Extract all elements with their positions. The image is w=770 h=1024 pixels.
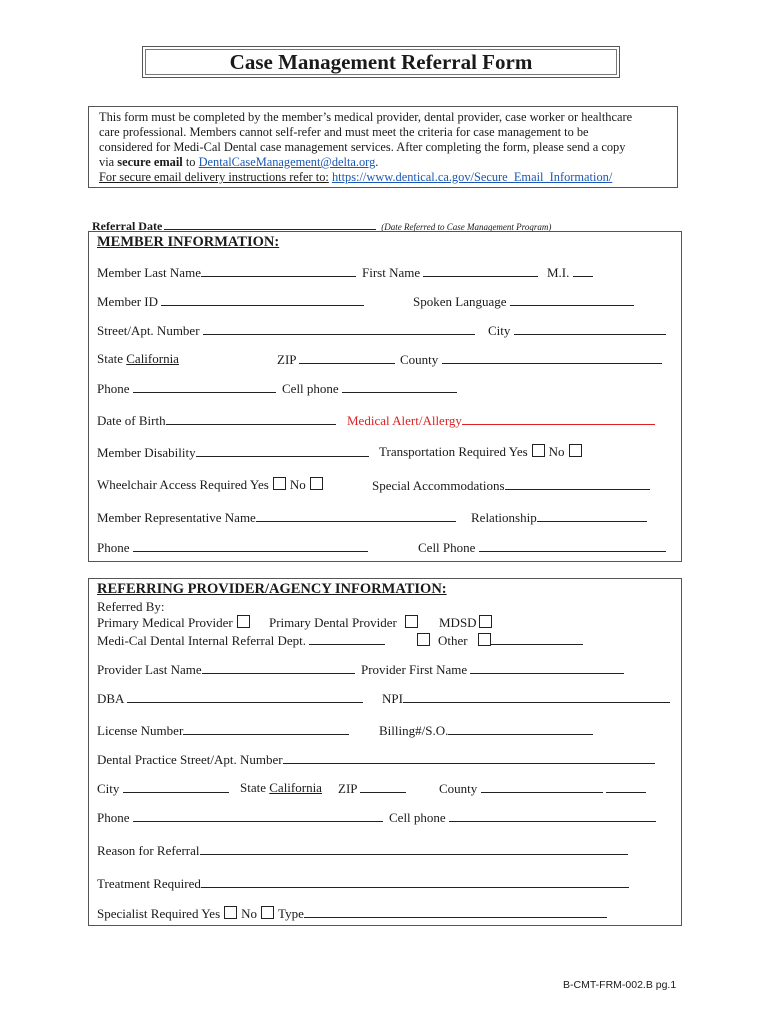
internal-referral-input[interactable]	[309, 632, 385, 645]
member-id-row	[97, 293, 673, 309]
treatment-required-label: Treatment Required	[97, 876, 201, 891]
practice-city-row	[97, 780, 673, 796]
member-phone-row	[97, 380, 673, 396]
referred-by-options-row	[97, 615, 673, 631]
member-first-name-label: First Name	[362, 265, 421, 280]
member-disability-row	[97, 444, 673, 460]
npi-label: NPI	[382, 691, 403, 706]
specialist-no-label: No	[241, 906, 258, 921]
spoken-language-label: Spoken Language	[413, 294, 507, 309]
other-input[interactable]	[491, 632, 583, 645]
member-wheelchair-row	[97, 477, 673, 493]
instructions-line: considered for Medi-Cal Dental case management services. After completing the form, please send a copy	[99, 140, 626, 154]
provider-license-row	[97, 722, 673, 738]
reason-for-referral-label: Reason for Referral	[97, 843, 200, 858]
practice-street-row	[97, 751, 673, 767]
mdsd-checkbox[interactable]	[479, 615, 492, 628]
wheelchair-access-label: Wheelchair Access Required Yes	[97, 477, 269, 492]
member-mi-input[interactable]	[573, 264, 593, 277]
member-last-name-label: Member Last Name	[97, 265, 201, 280]
npi-input[interactable]	[403, 690, 670, 703]
practice-street-label: Dental Practice Street/Apt. Number	[97, 752, 283, 767]
member-county-label: County	[400, 352, 439, 367]
member-dob-row	[97, 412, 673, 428]
provider-first-name-input[interactable]	[470, 661, 624, 674]
instructions-text: to	[185, 155, 196, 169]
instructions-text: .	[375, 155, 379, 169]
practice-county-input[interactable]	[481, 780, 603, 793]
member-street-label: Street/Apt. Number	[97, 323, 200, 338]
member-id-input[interactable]	[161, 293, 364, 306]
member-last-name-input[interactable]	[201, 264, 356, 277]
member-state-label: State	[97, 351, 123, 366]
secure-email-url-link[interactable]: https://www.dentical.ca.gov/Secure_Email_Information/	[331, 170, 613, 184]
representative-cell-phone-input[interactable]	[479, 539, 666, 552]
provider-phone-row	[97, 809, 673, 825]
primary-medical-checkbox[interactable]	[237, 615, 250, 628]
dba-label: DBA	[97, 691, 124, 706]
billing-label: Billing#/S.O.	[379, 723, 449, 738]
member-county-input[interactable]	[442, 351, 662, 364]
member-state-value[interactable]: California	[126, 351, 179, 366]
specialist-type-label: Type	[278, 906, 304, 921]
specialist-row	[97, 905, 673, 921]
treatment-required-input[interactable]	[201, 875, 629, 888]
provider-last-name-label: Provider Last Name	[97, 662, 202, 677]
relationship-label: Relationship	[471, 510, 537, 525]
wheelchair-no-checkbox[interactable]	[310, 477, 323, 490]
practice-city-input[interactable]	[123, 780, 229, 793]
instructions-line: care professional. Members cannot self-refer and must meet the criteria for case management to be	[99, 125, 589, 139]
member-cell-phone-input[interactable]	[342, 380, 457, 393]
instructions-line	[99, 155, 667, 170]
primary-medical-label: Primary Medical Provider	[97, 615, 233, 630]
referring-provider-section	[88, 578, 682, 926]
transportation-yes-checkbox[interactable]	[532, 444, 545, 457]
member-phone-label: Phone	[97, 381, 130, 396]
member-disability-input[interactable]	[196, 444, 369, 457]
representative-name-label: Member Representative Name	[97, 510, 256, 525]
primary-dental-label: Primary Dental Provider	[269, 615, 397, 630]
member-mi-label: M.I.	[547, 265, 570, 280]
member-information-section	[88, 231, 682, 562]
member-first-name-input[interactable]	[423, 264, 538, 277]
special-accommodations-input[interactable]	[505, 477, 650, 490]
specialist-no-checkbox[interactable]	[261, 906, 274, 919]
secure-email-label: secure email	[117, 155, 183, 169]
member-cell-phone-label: Cell phone	[282, 381, 339, 396]
member-zip-input[interactable]	[299, 351, 395, 364]
relationship-input[interactable]	[537, 509, 647, 522]
member-section-title: MEMBER INFORMATION:	[97, 234, 280, 250]
instructions-line	[99, 170, 667, 185]
medical-alert-input[interactable]	[462, 412, 655, 425]
spoken-language-input[interactable]	[510, 293, 634, 306]
specialist-yes-checkbox[interactable]	[224, 906, 237, 919]
medical-alert-label: Medical Alert/Allergy	[347, 413, 462, 428]
form-title: Case Management Referral Form	[142, 46, 620, 78]
wheelchair-yes-checkbox[interactable]	[273, 477, 286, 490]
provider-cell-phone-input[interactable]	[449, 809, 656, 822]
member-name-row	[97, 264, 673, 280]
member-city-input[interactable]	[514, 322, 666, 335]
special-accommodations-label: Special Accommodations	[372, 478, 505, 493]
referred-by-label: Referred By:	[97, 599, 165, 614]
instructions-text: For secure email delivery instructions refer to:	[99, 170, 329, 184]
member-zip-label: ZIP	[277, 352, 297, 367]
referral-date-label: Referral Date	[92, 219, 163, 233]
referred-by-row	[97, 599, 673, 615]
instructions-text: via	[99, 155, 115, 169]
member-id-label: Member ID	[97, 294, 159, 309]
dba-input[interactable]	[127, 690, 363, 703]
representative-name-input[interactable]	[256, 509, 456, 522]
representative-phone-input[interactable]	[133, 539, 368, 552]
provider-name-row	[97, 661, 673, 677]
referral-date-input[interactable]	[164, 218, 376, 230]
provider-phone-input[interactable]	[133, 809, 383, 822]
other-label: Other	[438, 633, 468, 648]
member-phone-input[interactable]	[133, 380, 276, 393]
treatment-row	[97, 875, 673, 891]
practice-state-value[interactable]: California	[269, 780, 322, 795]
member-representative-phone-row	[97, 539, 673, 555]
instructions-line: This form must be completed by the member’s medical provider, dental provider, case worker or healthcare	[99, 110, 633, 124]
transportation-required-label: Transportation Required Yes	[379, 444, 528, 459]
date-of-birth-input[interactable]	[166, 412, 336, 425]
billing-input[interactable]	[448, 722, 593, 735]
email-link[interactable]: DentalCaseManagement@delta.org	[198, 155, 376, 169]
member-street-input[interactable]	[203, 322, 475, 335]
transportation-no-checkbox[interactable]	[569, 444, 582, 457]
practice-zip-label: ZIP	[338, 781, 358, 796]
reason-row	[97, 842, 673, 858]
instructions-box	[88, 106, 678, 188]
date-of-birth-label: Date of Birth	[97, 413, 166, 428]
mdsd-label: MDSD	[439, 615, 477, 630]
provider-phone-label: Phone	[97, 810, 130, 825]
member-state-row	[97, 351, 673, 367]
member-city-label: City	[488, 323, 511, 338]
member-disability-label: Member Disability	[97, 445, 196, 460]
other-checkbox[interactable]	[478, 633, 491, 646]
transportation-no-label: No	[548, 444, 565, 459]
provider-first-name-label: Provider First Name	[361, 662, 468, 677]
provider-last-name-input[interactable]	[202, 661, 355, 674]
internal-referral-checkbox[interactable]	[417, 633, 430, 646]
internal-referral-row	[97, 632, 673, 648]
representative-cell-phone-label: Cell Phone	[418, 540, 476, 555]
practice-zip-input[interactable]	[360, 780, 406, 793]
license-number-input[interactable]	[183, 722, 349, 735]
practice-street-input[interactable]	[283, 751, 655, 764]
practice-city-label: City	[97, 781, 120, 796]
member-address-row	[97, 322, 673, 338]
primary-dental-checkbox[interactable]	[405, 615, 418, 628]
reason-for-referral-input[interactable]	[200, 842, 628, 855]
referral-date-note: (Date Referred to Case Management Program)	[381, 222, 552, 232]
practice-state-label: State	[240, 780, 266, 795]
provider-cell-phone-label: Cell phone	[389, 810, 446, 825]
internal-referral-label: Medi-Cal Dental Internal Referral Dept.	[97, 633, 306, 648]
provider-section-title: REFERRING PROVIDER/AGENCY INFORMATION:	[97, 581, 447, 597]
specialist-type-input[interactable]	[304, 905, 607, 918]
representative-phone-label: Phone	[97, 540, 130, 555]
member-representative-row	[97, 509, 673, 525]
form-footer-id: B-CMT-FRM-002.B pg.1	[563, 979, 677, 991]
specialist-required-label: Specialist Required Yes	[97, 906, 221, 921]
license-number-label: License Number	[97, 723, 184, 738]
wheelchair-no-label: No	[289, 477, 306, 492]
practice-county-extra-input[interactable]	[606, 780, 646, 793]
practice-county-label: County	[439, 781, 478, 796]
provider-dba-row	[97, 690, 673, 706]
